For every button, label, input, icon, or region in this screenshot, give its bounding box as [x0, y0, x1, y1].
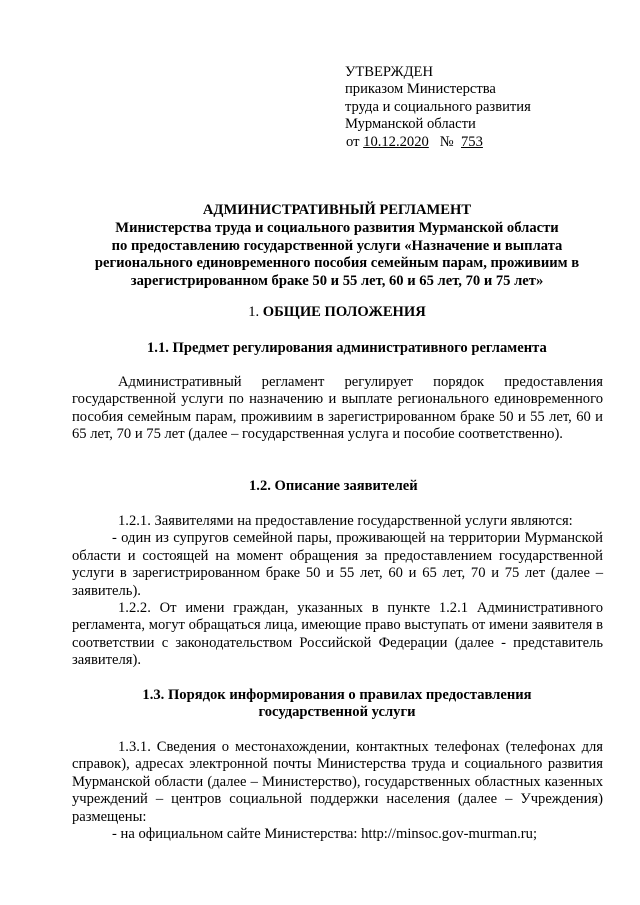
approval-number: 753: [461, 133, 483, 150]
section-1-heading: [70, 304, 604, 321]
approval-stamp: [345, 64, 605, 151]
subsection-1-2-body: [72, 513, 603, 670]
title-line: зарегистрированном браке 50 и 55 лет, 60 и 65 лет, 70 и 75 лет»: [130, 272, 544, 289]
section-number: 1.: [248, 304, 260, 320]
paragraph: - на официальном сайте Министерства: http://minsoc.gov-murman.ru;: [112, 826, 538, 843]
approval-line: приказом Министерства: [345, 81, 496, 98]
number-sign: №: [439, 133, 454, 150]
subsection-1-2-heading: 1.2. Описание заявителей: [249, 478, 418, 494]
paragraph: - один из супругов семейной пары, проживающей на территории Мурманской области и состоящей на момент обращения за предоставлением государственной услуги в зарегистрированном браке 50 и 55 лет, 60 и 65 лет, 70 и 75 лет (далее – заявитель).: [72, 530, 603, 599]
paragraph: Административный регламент регулирует порядок предоставления государственной услуги по назначению и выплате регионального единовременного пособия семейным парам, проживиим в зарегистрированном браке 50 и 55 лет, 60 и 65 лет, 70 и 75 лет (далее – государственная услуга и пособие соответственно).: [72, 374, 603, 443]
paragraph: 1.2.2. От имени граждан, указанных в пункте 1.2.1 Административного регламента, могут обращаться лица, имеющие право выступать от имени заявителя в соответствии с законодательством Российской Федерации (далее - представитель заявителя).: [72, 600, 603, 669]
approval-date: 10.12.2020: [363, 133, 429, 150]
approval-heading: УТВЕРЖДЕН: [345, 64, 433, 80]
title-line: регионального единовременного пособия семейным парам, проживиим в: [94, 255, 580, 272]
document-title: [70, 202, 604, 290]
subsection-title-line: 1.3. Порядок информирования о правилах предоставления: [142, 687, 532, 703]
section-title: ОБЩИЕ ПОЛОЖЕНИЯ: [262, 304, 426, 320]
title-line: по предоставлению государственной услуги «Назначение и выплата: [111, 237, 563, 254]
subsection-1-3-body: [72, 739, 603, 843]
paragraph: 1.3.1. Сведения о местонахождении, контактных телефонах (телефонах для справок), адресах электронной почты Министерства труда и социального развития Мурманской области (далее – Министерство), государственных областных казенных учреждений – центров социальной поддержки населения (далее – Учреждения) размещены:: [72, 739, 603, 825]
paragraph: 1.2.1. Заявителями на предоставление государственной услуги являются:: [118, 513, 573, 529]
title-line: Министерства труда и социального развития Мурманской области: [115, 220, 559, 237]
subsection-1-1-body: [72, 374, 603, 444]
subsection-1-1-heading: 1.1. Предмет регулирования административного регламента: [147, 340, 547, 356]
approval-line: труда и социального развития: [345, 98, 531, 115]
date-prefix: от: [346, 133, 360, 150]
title-main: АДМИНИСТРАТИВНЫЙ РЕГЛАМЕНТ: [202, 202, 472, 218]
approval-date-line: [345, 134, 605, 151]
approval-line: Мурманской области: [345, 116, 476, 133]
subsection-title-line: государственной услуги: [258, 704, 416, 721]
subsection-1-3-heading: [70, 687, 604, 722]
